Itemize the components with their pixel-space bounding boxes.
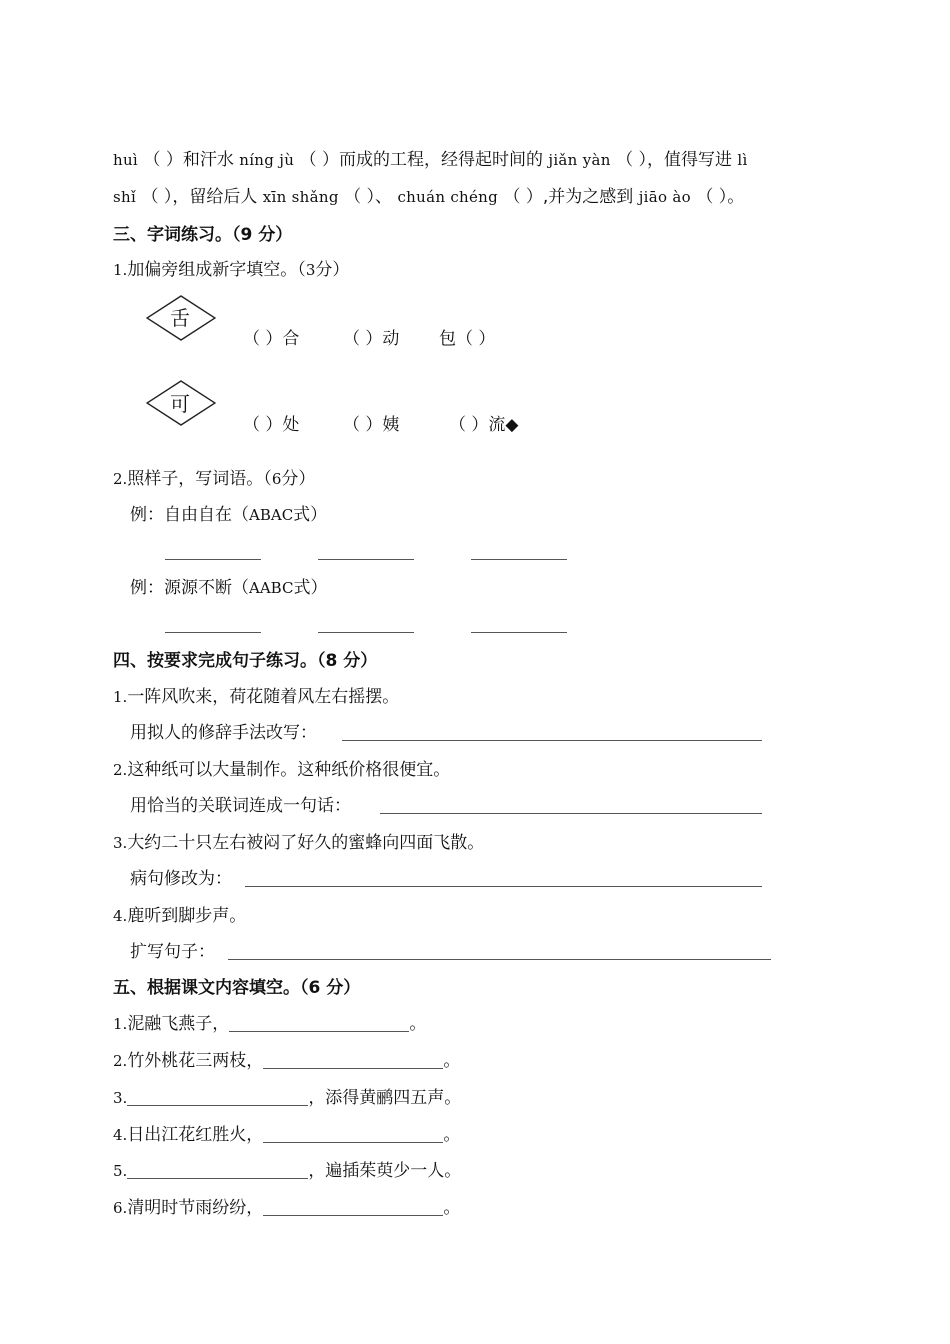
- sentence-item: 1.一阵风吹来，荷花随着风左右摇摆。: [113, 687, 400, 707]
- answer-brackets[interactable]: （ ），留给后人: [141, 187, 258, 207]
- sentence-task: 扩写句子：: [130, 942, 215, 962]
- section5-heading: 五、根据课文内容填空。（6 分）: [113, 978, 361, 998]
- sentence-item: 3.大约二十只左右被闷了好久的蜜蜂向四面飞散。: [113, 833, 485, 853]
- poem-blank[interactable]: [263, 1124, 443, 1143]
- answer-line[interactable]: [245, 886, 762, 887]
- sentence-task: 用拟人的修辞手法改写：: [130, 723, 317, 743]
- poem-item: 2.竹外桃花三两枝， 。: [113, 1051, 461, 1071]
- word-blank[interactable]: [471, 559, 567, 560]
- pinyin: huì: [113, 151, 139, 169]
- pinyin: níng jù: [239, 151, 295, 169]
- poem-blank[interactable]: [229, 1013, 409, 1032]
- word-blank[interactable]: [318, 559, 414, 560]
- poem-item: 5. ，遍插茱萸少一人。: [113, 1161, 462, 1181]
- radical-fill-item[interactable]: 包（ ）: [439, 329, 496, 349]
- answer-brackets[interactable]: （ ）,并为之感到: [503, 187, 634, 207]
- example-1: 例：自由自在（ABAC式）: [130, 505, 328, 525]
- radical-fill-item[interactable]: （ ）处: [243, 415, 300, 435]
- section3-heading: 三、字词练习。（9 分）: [113, 225, 293, 245]
- answer-brackets[interactable]: （ ），值得写进: [616, 150, 732, 170]
- poem-blank[interactable]: [127, 1160, 308, 1179]
- poem-blank[interactable]: [263, 1050, 443, 1069]
- answer-line[interactable]: [380, 813, 762, 814]
- example-2: 例：源源不断（AABC式）: [130, 578, 328, 598]
- word-blank[interactable]: [471, 632, 567, 633]
- poem-item: 4.日出江花红胜火， 。: [113, 1125, 461, 1145]
- answer-brackets[interactable]: （ ）而成的工程，经得起时间的: [299, 150, 543, 170]
- radical-fill-item[interactable]: （ ）动: [343, 329, 400, 349]
- section4-heading: 四、按要求完成句子练习。（8 分）: [113, 651, 378, 671]
- poem-blank[interactable]: [263, 1197, 443, 1216]
- answer-brackets[interactable]: （ ）、: [344, 187, 393, 207]
- pinyin: xīn shǎng: [262, 188, 339, 206]
- sentence-task: 用恰当的关联词连成一句话：: [130, 796, 351, 816]
- sentence-item: 4.鹿听到脚步声。: [113, 906, 247, 926]
- pinyin: lì: [737, 151, 748, 169]
- radical-char: 可: [170, 392, 190, 416]
- q3-1-prompt: 1.加偏旁组成新字填空。（3分）: [113, 260, 350, 280]
- radical-fill-item[interactable]: （ ）姨: [343, 415, 400, 435]
- sentence-task: 病句修改为：: [130, 869, 232, 889]
- radical-fill-item[interactable]: （ ）流◆: [449, 415, 519, 435]
- word-blank[interactable]: [165, 559, 261, 560]
- answer-brackets[interactable]: （ ）。: [696, 187, 745, 207]
- poem-item: 3. ，添得黄鹂四五声。: [113, 1088, 462, 1108]
- answer-brackets[interactable]: （ ）和汗水: [143, 150, 234, 170]
- q3-2-prompt: 2.照样子，写词语。（6分）: [113, 469, 316, 489]
- poem-blank[interactable]: [127, 1087, 308, 1106]
- poem-item: 6.清明时节雨纷纷， 。: [113, 1198, 461, 1218]
- pinyin-line-2: [113, 185, 744, 209]
- answer-line[interactable]: [228, 959, 771, 960]
- radical-fill-item[interactable]: （ ）合: [243, 329, 300, 349]
- pinyin-line-1: [113, 148, 748, 172]
- pinyin: shǐ: [113, 188, 137, 206]
- sentence-item: 2.这种纸可以大量制作。这种纸价格很便宜。: [113, 760, 451, 780]
- radical-char: 舌: [170, 306, 190, 330]
- pinyin: jiāo ào: [638, 188, 691, 206]
- answer-line[interactable]: [342, 740, 762, 741]
- pinyin: chuán chéng: [397, 188, 499, 206]
- poem-item: 1.泥融飞燕子， 。: [113, 1014, 427, 1034]
- pinyin: jiǎn yàn: [548, 151, 611, 169]
- word-blank[interactable]: [165, 632, 261, 633]
- word-blank[interactable]: [318, 632, 414, 633]
